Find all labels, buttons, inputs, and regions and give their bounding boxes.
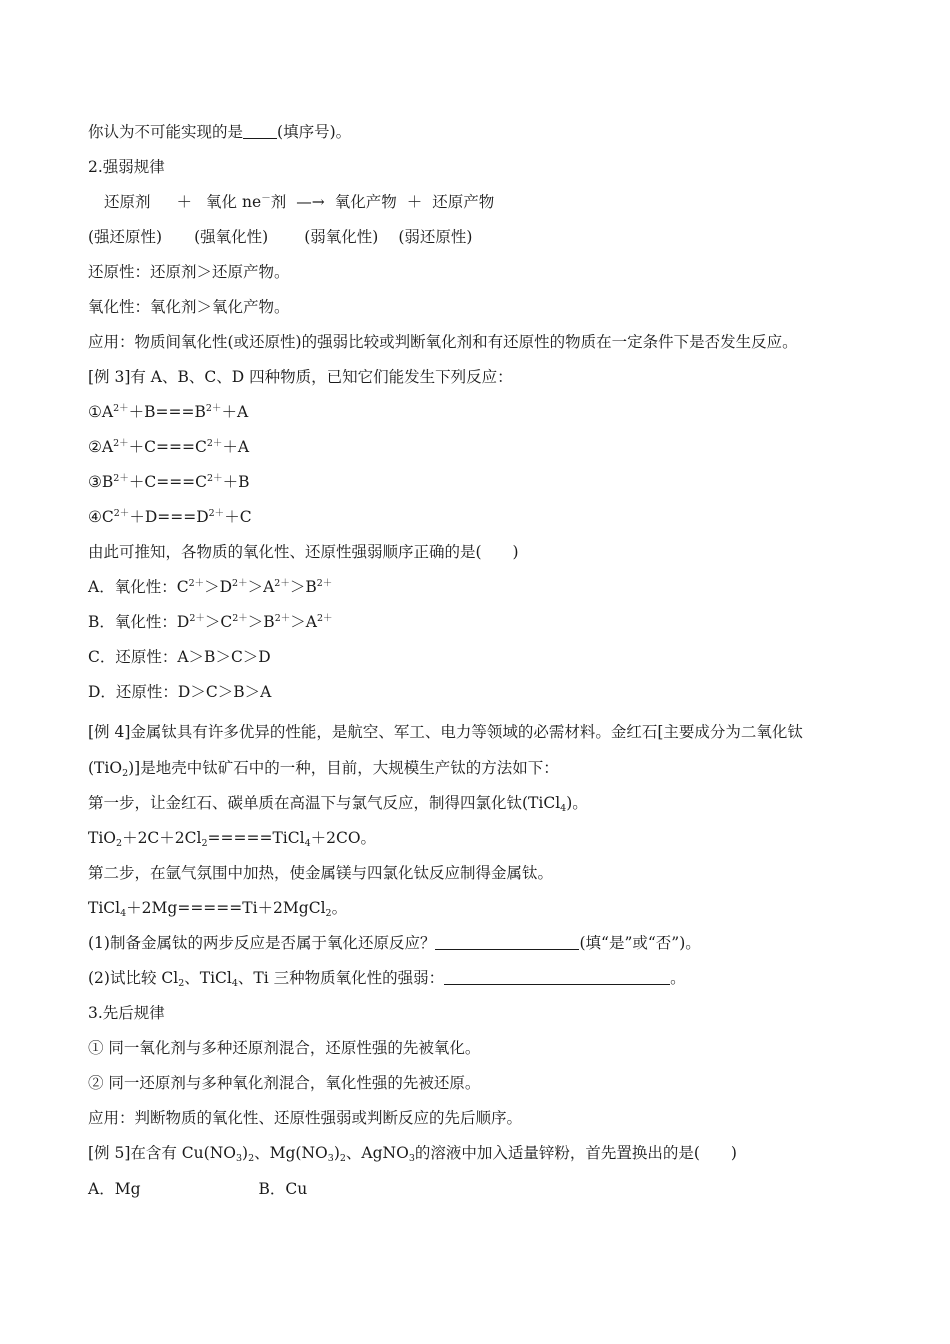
- text-line: 应用：判断物质的氧化性、还原性强弱或判断反应的先后顺序。: [88, 1109, 523, 1127]
- example-4-stem: [例 4]金属钛具有许多优异的性能，是航空、军工、电力等领域的必需材料。金红石[主要成分为二氧化钛: [88, 723, 803, 741]
- text-line: 应用：物质间氧化性(或还原性)的强弱比较或判断氧化剂和有还原性的物质在一定条件下是否发生反应。: [88, 333, 798, 351]
- options-row: [88, 1179, 307, 1199]
- text-line: ① 同一氧化剂与多种还原剂混合，还原性强的先被氧化。: [88, 1039, 481, 1057]
- option-b: B．氧化性：$D^{2+}>C^{2+}>B^{2+}>A^{2+}$: [88, 613, 333, 631]
- text-line: 第二步，在氩气氛围中加热，使金属镁与四氯化钛反应制得金属钛。: [88, 864, 554, 882]
- arrow-icon: —→: [296, 193, 325, 211]
- text-line: 氧化性：氧化剂＞氧化产物。: [88, 298, 290, 316]
- equation-2: TiCl$_4$＋2Mg=====Ti＋2MgCl$_2$。: [88, 899, 348, 919]
- option-d: D．还原性：D＞C＞B＞A: [88, 683, 272, 701]
- option-b: B．Cu: [258, 1180, 308, 1198]
- question-text: 由此可推知，各物质的氧化性、还原性强弱顺序正确的是( ): [88, 543, 519, 561]
- reaction-4: $④C^{2+}+D===D^{2+}+C$: [88, 508, 252, 526]
- answer-blank: [243, 123, 277, 139]
- answer-blank: [435, 934, 579, 950]
- option-a: A．氧化性：$C^{2+}>D^{2+}>A^{2+}>B^{2+}$: [88, 578, 333, 596]
- option-a: A．Mg: [88, 1180, 141, 1198]
- section-heading: 3.先后规律: [88, 1004, 165, 1022]
- reaction-scheme: 还原剂 ＋ 氧化 ne－剂 —→ 氧化产物 ＋ 还原产物: [104, 193, 495, 211]
- reaction-3: $③B^{2+}+C===C^{2+}+B$: [88, 473, 250, 491]
- example-3-stem: [例 3]有 A、B、C、D 四种物质，已知它们能发生下列反应：: [88, 368, 513, 386]
- text-line: (TiO$_2$)]是地壳中钛矿石中的一种，目前，大规模生产钛的方法如下：: [88, 759, 559, 779]
- property-labels: (强还原性) (强氧化性) (弱氧化性) (弱还原性): [88, 228, 473, 246]
- text-line: 还原性：还原剂＞还原产物。: [88, 263, 290, 281]
- equation-1: $TiO_2+2C+2Cl_2=====TiCl_4+2CO$。: [88, 829, 377, 849]
- example-5-stem: [例 5]在含有 $Cu(NO_3)_2$、$Mg(NO_3)_2$、AgNO$_3$的溶液中加入适量锌粉，首先置换出的是( ): [88, 1144, 737, 1164]
- section-heading: 2.强弱规律: [88, 158, 165, 176]
- text-line: 你认为不可能实现的是 (填序号)。: [88, 123, 352, 141]
- sub-question-1: (1)制备金属钛的两步反应是否属于氧化还原反应？ (填“是”或“否”)。: [88, 934, 701, 952]
- text-line: 第一步，让金红石、碳单质在高温下与氯气反应，制得四氯化钛(TiCl$_4$)。: [88, 794, 588, 814]
- sub-question-2: (2)试比较 $Cl_2$、TiCl$_4$、Ti 三种物质氧化性的强弱： 。: [88, 969, 686, 989]
- answer-blank: [444, 969, 670, 985]
- reaction-1: $①A^{2+}+B===B^{2+}+A$: [88, 403, 249, 421]
- text-line: ② 同一还原剂与多种氧化剂混合，氧化性强的先被还原。: [88, 1074, 481, 1092]
- option-c: C．还原性：A＞B＞C＞D: [88, 648, 271, 666]
- reaction-2: $②A^{2+}+C===C^{2+}+A$: [88, 438, 250, 456]
